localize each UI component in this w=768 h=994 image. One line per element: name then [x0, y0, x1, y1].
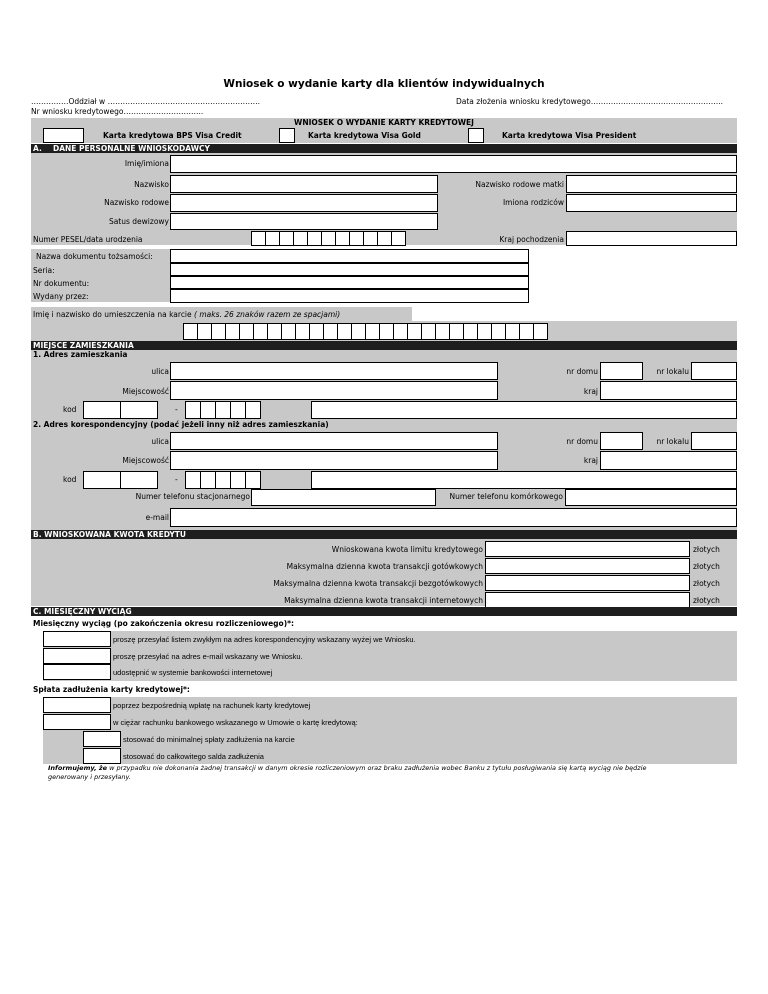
- statement-option-label: udostępnić w systemie bankowości internetowej: [113, 668, 273, 677]
- card-name-char-cell[interactable]: [477, 323, 492, 340]
- info-note-line1: [48, 764, 647, 773]
- country-of-origin-field[interactable]: [566, 231, 737, 246]
- statement-option-label: proszę przesyłać listem zwykłym na adres korespondencyjny wskazany wyżej we Wniosku.: [113, 635, 416, 644]
- card-name-label: Imię i nazwisko do umieszczenia na karcie ( maks. 26 znaków razem ze spacjami): [33, 310, 341, 319]
- statement-option-checkbox[interactable]: [43, 631, 111, 647]
- doc-number-field[interactable]: [170, 276, 529, 289]
- card-credit-label: Karta kredytowa BPS Visa Credit: [103, 131, 242, 140]
- doc-name-label: Nazwa dokumentu tożsamości:: [36, 252, 153, 261]
- info-note-text: w przypadku nie dokonania żadnej transakcji w danym okresie rozliczeniowym oraz braku zadłużenia wobec Banku z tytułu posługiwania się kartą wyciąg nie będzie: [107, 764, 647, 772]
- card-name-char-cell[interactable]: [463, 323, 478, 340]
- card-section-title: WNIOSEK O WYDANIE KARTY KREDYTOWEJ: [294, 118, 474, 127]
- card-name-char-cell[interactable]: [197, 323, 212, 340]
- card-name-char-cell[interactable]: [505, 323, 520, 340]
- document-title: Wniosek o wydanie karty dla klientów indywidualnych: [223, 78, 545, 90]
- doc-number-label: Nr dokumentu:: [33, 279, 90, 288]
- card-name-char-cell[interactable]: [365, 323, 380, 340]
- section-b-bar: [31, 530, 737, 539]
- address1-postal-town-field[interactable]: [311, 401, 737, 419]
- mother-name-field[interactable]: [566, 175, 737, 193]
- section-a-bar: [31, 144, 737, 153]
- repayment-option-checkbox[interactable]: [43, 697, 111, 713]
- pesel-digit-cell[interactable]: [307, 231, 322, 246]
- section-b-title: B. WNIOSKOWANA KWOTA KREDYTU: [33, 530, 187, 539]
- currency-unit: złotych: [693, 562, 720, 571]
- statement-option-checkbox[interactable]: [43, 648, 111, 664]
- statement-heading: Miesięczny wyciąg (po zakończenia okresu rozliczeniowego)*:: [33, 619, 295, 628]
- statement-option-label: proszę przesyłać na adres e-mail wskazany we Wniosku.: [113, 652, 303, 661]
- card-name-char-cell[interactable]: [183, 323, 198, 340]
- address1-house-field[interactable]: [600, 362, 643, 380]
- credit-amount-label: Maksymalna dzienna kwota transakcji bezgotówkowych: [273, 579, 483, 588]
- address1-country-field[interactable]: [600, 381, 737, 400]
- pesel-digit-cell[interactable]: [335, 231, 350, 246]
- pesel-digit-cell[interactable]: [349, 231, 364, 246]
- zip-digit-cell[interactable]: [185, 401, 201, 419]
- last-name-label: Nazwisko: [134, 180, 169, 189]
- zip-digit-cell[interactable]: [185, 471, 201, 489]
- address1-heading-bar: [31, 350, 737, 360]
- card-name-char-cell[interactable]: [491, 323, 506, 340]
- repayment-sub-option-label: stosować do minimalnej spłaty zadłużenia na karcie: [123, 735, 295, 744]
- address1-house-label: nr domu: [566, 367, 598, 376]
- email-label: e-mail: [145, 513, 169, 522]
- zip-digit-cell[interactable]: [83, 401, 121, 419]
- address1-street-label: ulica: [151, 367, 169, 376]
- address1-country-label: kraj: [583, 387, 598, 396]
- credit-amount-field[interactable]: [485, 575, 690, 591]
- residence-title: MIEJSCE ZAMIESZKANIA: [33, 341, 134, 350]
- zip-digit-cell[interactable]: [120, 401, 158, 419]
- repayment-option-label: poprzez bezpośrednią wpłatę na rachunek karty kredytowej: [113, 701, 311, 710]
- zip-digit-cell[interactable]: [215, 471, 231, 489]
- card-name-note: ( maks. 26 znaków razem ze spacjami): [194, 310, 341, 319]
- repayment-sub-option-checkbox[interactable]: [83, 731, 121, 747]
- address2-house-field[interactable]: [600, 432, 643, 450]
- card-name-char-cell[interactable]: [211, 323, 226, 340]
- pesel-label: Numer PESEL/data urodzenia: [33, 235, 143, 244]
- card-name-char-cell[interactable]: [239, 323, 254, 340]
- card-name-char-cell[interactable]: [225, 323, 240, 340]
- credit-amount-field[interactable]: [485, 541, 690, 557]
- pesel-digit-cell[interactable]: [377, 231, 392, 246]
- card-credit-checkbox[interactable]: [43, 128, 84, 143]
- address1-flat-field[interactable]: [691, 362, 737, 380]
- parents-label: Imiona rodziców: [502, 198, 564, 207]
- address2-city-field[interactable]: [170, 451, 498, 470]
- card-name-char-cell[interactable]: [351, 323, 366, 340]
- zip-digit-cell[interactable]: [83, 471, 121, 489]
- address2-street-label: ulica: [151, 437, 169, 446]
- pesel-digit-cell[interactable]: [251, 231, 266, 246]
- landline-field[interactable]: [251, 489, 436, 506]
- card-name-char-cell[interactable]: [337, 323, 352, 340]
- first-name-label: Imię/imiona: [124, 159, 169, 168]
- email-field[interactable]: [170, 508, 737, 527]
- card-name-char-cell[interactable]: [295, 323, 310, 340]
- application-number-line: Nr wniosku kredytowego…………………………..: [31, 107, 204, 116]
- section-a-letter: A.: [33, 144, 42, 153]
- series-field[interactable]: [170, 263, 529, 276]
- mobile-field[interactable]: [565, 489, 737, 506]
- card-name-char-cell[interactable]: [323, 323, 338, 340]
- address1-zip-label: kod: [63, 405, 77, 414]
- doc-name-field[interactable]: [170, 249, 529, 263]
- zip-digit-cell[interactable]: [245, 401, 261, 419]
- address2-heading: 2. Adres korespondencyjny (podać jeżeli inny niż adres zamieszkania): [33, 420, 329, 429]
- section-a-title: DANE PERSONALNE WNIOSKODAWCY: [53, 144, 210, 153]
- zip-digit-cell[interactable]: [200, 471, 216, 489]
- section-c-title: C. MIESIĘCZNY WYCIĄG: [33, 607, 132, 616]
- address2-city-label: Miejscowość: [122, 456, 169, 465]
- currency-unit: złotych: [693, 579, 720, 588]
- card-president-checkbox[interactable]: [468, 128, 484, 143]
- credit-amount-label: Maksymalna dzienna kwota transakcji internetowych: [284, 596, 483, 605]
- address2-house-label: nr domu: [566, 437, 598, 446]
- card-name-char-cell[interactable]: [435, 323, 450, 340]
- section-c-bar: [31, 607, 737, 616]
- date-line: Data złożenia wniosku kredytowego……………………………………………..: [456, 97, 724, 106]
- address2-zip-label: kod: [63, 475, 77, 484]
- repayment-option-checkbox[interactable]: [43, 714, 111, 730]
- address1-city-field[interactable]: [170, 381, 498, 400]
- currency-unit: złotych: [693, 596, 720, 605]
- zip-digit-cell[interactable]: [200, 401, 216, 419]
- credit-amount-field[interactable]: [485, 592, 690, 608]
- zip-digit-cell[interactable]: [230, 471, 246, 489]
- info-note-bold: Informujemy, że: [48, 764, 108, 772]
- repayment-sub-option-checkbox[interactable]: [83, 748, 121, 764]
- card-name-char-cell[interactable]: [407, 323, 422, 340]
- repayment-heading: Spłata zadłużenia karty kredytowej*:: [33, 685, 190, 694]
- pesel-digit-cell[interactable]: [279, 231, 294, 246]
- credit-amount-label: Wnioskowana kwota limitu kredytowego: [331, 545, 483, 554]
- pesel-digit-cell[interactable]: [363, 231, 378, 246]
- family-name-label: Nazwisko rodowe: [104, 198, 169, 207]
- card-name-char-cell[interactable]: [309, 323, 324, 340]
- info-note-line2: generowany i przesyłany.: [48, 773, 131, 781]
- last-name-field[interactable]: [170, 175, 438, 193]
- branch-line: ……………Oddział w …………………………………………………….: [31, 97, 260, 106]
- card-name-char-cell[interactable]: [421, 323, 436, 340]
- card-name-char-cell[interactable]: [449, 323, 464, 340]
- pesel-digit-cell[interactable]: [391, 231, 406, 246]
- pesel-digit-cell[interactable]: [321, 231, 336, 246]
- address2-country-label: kraj: [583, 456, 598, 465]
- card-gold-checkbox[interactable]: [279, 128, 295, 143]
- mother-name-label: Nazwisko rodowe matki: [475, 180, 564, 189]
- residency-label: Satus dewizowy: [108, 217, 169, 226]
- card-name-char-cell[interactable]: [393, 323, 408, 340]
- address1-heading: 1. Adres zamieszkania: [33, 350, 128, 359]
- parents-field[interactable]: [566, 194, 737, 212]
- first-name-field[interactable]: [170, 155, 737, 173]
- pesel-digit-cell[interactable]: [293, 231, 308, 246]
- zip-digit-cell[interactable]: [215, 401, 231, 419]
- address1-city-label: Miejscowość: [122, 387, 169, 396]
- card-president-label: Karta kredytowa Visa President: [502, 131, 637, 140]
- statement-option-checkbox[interactable]: [43, 664, 111, 680]
- credit-amount-field[interactable]: [485, 558, 690, 574]
- address1-flat-label: nr lokalu: [656, 367, 689, 376]
- card-gold-label: Karta kredytowa Visa Gold: [308, 131, 421, 140]
- currency-unit: złotych: [693, 545, 720, 554]
- card-name-char-cell[interactable]: [533, 323, 548, 340]
- card-name-char-cell[interactable]: [379, 323, 394, 340]
- address2-zip-dash: -: [175, 475, 178, 484]
- zip-digit-cell[interactable]: [230, 401, 246, 419]
- credit-amount-label: Maksymalna dzienna kwota transakcji gotówkowych: [286, 562, 483, 571]
- address2-country-field[interactable]: [600, 451, 737, 470]
- address2-postal-town-field[interactable]: [311, 471, 737, 489]
- country-of-origin-label: Kraj pochodzenia: [499, 235, 564, 244]
- address1-street-field[interactable]: [170, 362, 498, 380]
- residence-bar: [31, 341, 737, 350]
- residency-field[interactable]: [170, 213, 438, 230]
- address1-zip-dash: -: [175, 405, 178, 414]
- card-name-char-cell[interactable]: [281, 323, 296, 340]
- mobile-label: Numer telefonu komórkowego: [449, 492, 563, 501]
- issued-by-label: Wydany przez:: [33, 292, 89, 301]
- pesel-digit-cell[interactable]: [265, 231, 280, 246]
- series-label: Seria:: [33, 266, 55, 275]
- zip-digit-cell[interactable]: [120, 471, 158, 489]
- repayment-sub-option-label: stosować do całkowitego salda zadłużenia: [123, 752, 264, 761]
- address2-flat-label: nr lokalu: [656, 437, 689, 446]
- family-name-field[interactable]: [170, 194, 438, 212]
- address2-street-field[interactable]: [170, 432, 498, 450]
- zip-digit-cell[interactable]: [245, 471, 261, 489]
- address2-flat-field[interactable]: [691, 432, 737, 450]
- card-name-char-cell[interactable]: [267, 323, 282, 340]
- repayment-option-label: w ciężar rachunku bankowego wskazanego w Umowie o kartę kredytową:: [113, 718, 358, 727]
- card-name-char-cell[interactable]: [519, 323, 534, 340]
- card-name-char-cell[interactable]: [253, 323, 268, 340]
- issued-by-field[interactable]: [170, 289, 529, 303]
- landline-label: Numer telefonu stacjonarnego: [135, 492, 250, 501]
